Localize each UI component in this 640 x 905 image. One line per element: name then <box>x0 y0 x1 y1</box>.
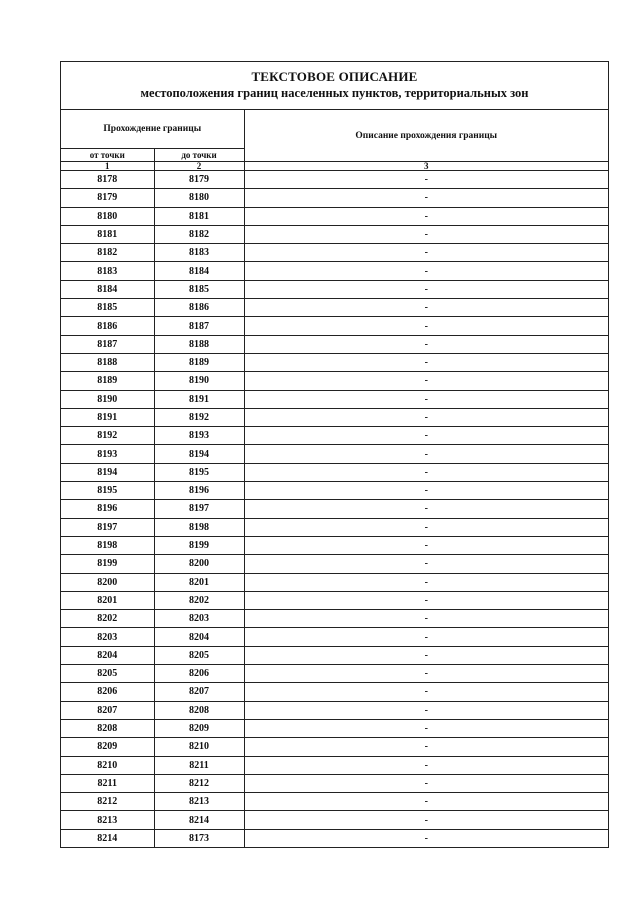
table-row <box>61 683 608 701</box>
to-point-cell: 8199 <box>154 536 244 554</box>
to-point-cell: 8203 <box>154 610 244 628</box>
table-row <box>61 811 608 829</box>
description-cell: - <box>244 683 608 701</box>
from-point-cell: 8210 <box>61 756 154 774</box>
description-cell: - <box>244 408 608 426</box>
description-cell: - <box>244 646 608 664</box>
to-point-cell: 8212 <box>154 774 244 792</box>
from-point-cell: 8211 <box>61 774 154 792</box>
table-row <box>61 646 608 664</box>
from-point-cell: 8213 <box>61 811 154 829</box>
table-row <box>61 719 608 737</box>
description-cell: - <box>244 262 608 280</box>
to-point-cell: 8187 <box>154 317 244 335</box>
to-point-cell: 8210 <box>154 738 244 756</box>
from-point-cell: 8209 <box>61 738 154 756</box>
table-row <box>61 500 608 518</box>
to-point-cell: 8197 <box>154 500 244 518</box>
description-cell: - <box>244 701 608 719</box>
from-point-cell: 8207 <box>61 701 154 719</box>
from-point-cell: 8195 <box>61 482 154 500</box>
from-point-cell: 8186 <box>61 317 154 335</box>
to-point-cell: 8193 <box>154 427 244 445</box>
from-point-cell: 8214 <box>61 829 154 847</box>
document-frame <box>60 61 609 848</box>
table-row <box>61 189 608 207</box>
from-point-cell: 8182 <box>61 244 154 262</box>
from-point-cell: 8205 <box>61 665 154 683</box>
from-point-cell: 8201 <box>61 591 154 609</box>
to-point-cell: 8206 <box>154 665 244 683</box>
table-row <box>61 244 608 262</box>
to-point-cell: 8200 <box>154 555 244 573</box>
to-point-cell: 8181 <box>154 207 244 225</box>
to-point-cell: 8196 <box>154 482 244 500</box>
from-point-cell: 8206 <box>61 683 154 701</box>
table-row <box>61 445 608 463</box>
table-row <box>61 518 608 536</box>
table-row <box>61 701 608 719</box>
description-cell: - <box>244 244 608 262</box>
column-number-1: 1 <box>61 162 154 171</box>
from-point-cell: 8199 <box>61 555 154 573</box>
from-point-cell: 8178 <box>61 171 154 189</box>
table-row <box>61 628 608 646</box>
from-point-cell: 8187 <box>61 335 154 353</box>
to-point-cell: 8209 <box>154 719 244 737</box>
from-point-cell: 8204 <box>61 646 154 664</box>
from-point-cell: 8193 <box>61 445 154 463</box>
from-point-cell: 8202 <box>61 610 154 628</box>
table-row <box>61 610 608 628</box>
description-cell: - <box>244 500 608 518</box>
header-to-point: до точки <box>154 149 244 162</box>
table-row <box>61 353 608 371</box>
description-cell: - <box>244 793 608 811</box>
to-point-cell: 8205 <box>154 646 244 664</box>
description-cell: - <box>244 463 608 481</box>
description-cell: - <box>244 719 608 737</box>
description-cell: - <box>244 390 608 408</box>
table-row <box>61 573 608 591</box>
table-row <box>61 482 608 500</box>
description-cell: - <box>244 207 608 225</box>
description-cell: - <box>244 829 608 847</box>
to-point-cell: 8190 <box>154 372 244 390</box>
to-point-cell: 8207 <box>154 683 244 701</box>
table-row <box>61 299 608 317</box>
table-row <box>61 207 608 225</box>
description-cell: - <box>244 445 608 463</box>
description-cell: - <box>244 628 608 646</box>
table-header <box>61 110 608 171</box>
table-row <box>61 390 608 408</box>
from-point-cell: 8180 <box>61 207 154 225</box>
header-from-point: от точки <box>61 149 154 162</box>
table-row <box>61 171 608 189</box>
table-row <box>61 536 608 554</box>
column-number-3: 3 <box>244 162 608 171</box>
description-cell: - <box>244 317 608 335</box>
to-point-cell: 8185 <box>154 280 244 298</box>
table-row <box>61 665 608 683</box>
from-point-cell: 8200 <box>61 573 154 591</box>
description-cell: - <box>244 225 608 243</box>
from-point-cell: 8212 <box>61 793 154 811</box>
description-cell: - <box>244 482 608 500</box>
table-row <box>61 427 608 445</box>
to-point-cell: 8195 <box>154 463 244 481</box>
from-point-cell: 8197 <box>61 518 154 536</box>
table-row <box>61 591 608 609</box>
description-cell: - <box>244 335 608 353</box>
document-title: ТЕКСТОВОЕ ОПИСАНИЕ <box>251 69 418 84</box>
table-row <box>61 774 608 792</box>
title-block <box>61 62 608 110</box>
table-row <box>61 793 608 811</box>
to-point-cell: 8202 <box>154 591 244 609</box>
table-row <box>61 372 608 390</box>
to-point-cell: 8194 <box>154 445 244 463</box>
to-point-cell: 8208 <box>154 701 244 719</box>
from-point-cell: 8179 <box>61 189 154 207</box>
table-row <box>61 317 608 335</box>
to-point-cell: 8179 <box>154 171 244 189</box>
table-body <box>61 171 608 847</box>
to-point-cell: 8186 <box>154 299 244 317</box>
from-point-cell: 8208 <box>61 719 154 737</box>
from-point-cell: 8190 <box>61 390 154 408</box>
description-cell: - <box>244 756 608 774</box>
description-cell: - <box>244 573 608 591</box>
description-cell: - <box>244 555 608 573</box>
to-point-cell: 8213 <box>154 793 244 811</box>
from-point-cell: 8183 <box>61 262 154 280</box>
description-cell: - <box>244 372 608 390</box>
from-point-cell: 8191 <box>61 408 154 426</box>
table-row <box>61 408 608 426</box>
description-cell: - <box>244 427 608 445</box>
table-row <box>61 463 608 481</box>
to-point-cell: 8184 <box>154 262 244 280</box>
to-point-cell: 8188 <box>154 335 244 353</box>
description-cell: - <box>244 353 608 371</box>
from-point-cell: 8185 <box>61 299 154 317</box>
table-row <box>61 280 608 298</box>
to-point-cell: 8192 <box>154 408 244 426</box>
document-subtitle: местоположения границ населенных пунктов, территориальных зон <box>140 86 529 100</box>
from-point-cell: 8203 <box>61 628 154 646</box>
from-point-cell: 8189 <box>61 372 154 390</box>
from-point-cell: 8196 <box>61 500 154 518</box>
description-cell: - <box>244 171 608 189</box>
to-point-cell: 8182 <box>154 225 244 243</box>
to-point-cell: 8173 <box>154 829 244 847</box>
to-point-cell: 8198 <box>154 518 244 536</box>
table-row <box>61 335 608 353</box>
column-number-2: 2 <box>154 162 244 171</box>
from-point-cell: 8192 <box>61 427 154 445</box>
table-row <box>61 225 608 243</box>
from-point-cell: 8198 <box>61 536 154 554</box>
header-description: Описание прохождения границы <box>244 110 608 162</box>
boundary-table <box>61 110 608 847</box>
table-row <box>61 756 608 774</box>
description-cell: - <box>244 738 608 756</box>
description-cell: - <box>244 536 608 554</box>
from-point-cell: 8181 <box>61 225 154 243</box>
to-point-cell: 8191 <box>154 390 244 408</box>
from-point-cell: 8184 <box>61 280 154 298</box>
to-point-cell: 8189 <box>154 353 244 371</box>
header-boundary-passage: Прохождение границы <box>61 110 244 149</box>
description-cell: - <box>244 189 608 207</box>
to-point-cell: 8214 <box>154 811 244 829</box>
to-point-cell: 8183 <box>154 244 244 262</box>
description-cell: - <box>244 518 608 536</box>
table-row <box>61 555 608 573</box>
to-point-cell: 8211 <box>154 756 244 774</box>
description-cell: - <box>244 811 608 829</box>
to-point-cell: 8180 <box>154 189 244 207</box>
description-cell: - <box>244 665 608 683</box>
table-row <box>61 738 608 756</box>
description-cell: - <box>244 299 608 317</box>
description-cell: - <box>244 610 608 628</box>
from-point-cell: 8194 <box>61 463 154 481</box>
table-row <box>61 262 608 280</box>
description-cell: - <box>244 280 608 298</box>
from-point-cell: 8188 <box>61 353 154 371</box>
table-row <box>61 829 608 847</box>
to-point-cell: 8204 <box>154 628 244 646</box>
to-point-cell: 8201 <box>154 573 244 591</box>
description-cell: - <box>244 591 608 609</box>
description-cell: - <box>244 774 608 792</box>
